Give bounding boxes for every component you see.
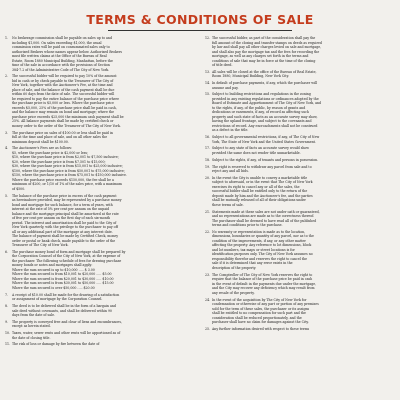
term-line: and shall also pay the mortgage tax and the fees for recording the (212, 49, 320, 54)
term-line: sale deed without covenants, and shall be delivered within 90 (12, 308, 112, 313)
term-line: affecting the property. Any reference to lot dimensions, block (212, 243, 312, 248)
term-text (12, 131, 188, 145)
term-line: Subject to all governmental restrictions, if any, of The City of New (212, 135, 320, 140)
term-paragraph (205, 298, 388, 325)
term-paragraph (205, 158, 388, 163)
term-line: all or any additional part of the mortgage at any interest date. (12, 229, 113, 234)
term-line: interest at the rate of 5% per cent per annum on the unpaid (12, 207, 110, 212)
term-line: or assignment of mortgage by the Corporation Counsel. (12, 297, 103, 302)
term-line: responsibility therefor and reserves the right to cancel the (212, 256, 308, 261)
term-number: 18. (205, 157, 211, 162)
term-text (212, 273, 388, 296)
term-number: 7. (5, 292, 9, 297)
term-text (212, 70, 388, 79)
term-line: Where the purchase price exceeds $150,000, the fee shall be a (12, 177, 114, 182)
term-line: The Auctioneer's Fees are as follows: (12, 146, 73, 151)
term-line: terms and conditions prior to the purchase. (212, 223, 283, 228)
term-number: 14. (205, 81, 211, 86)
term-line: as hereinabove provided, may be represented by a purchase money (12, 198, 122, 203)
term-number: 2. (5, 74, 9, 79)
term-line: bond and mortgage for such balance, for a term of years, with (12, 202, 113, 207)
term-line: restrictions of record. Any encroachments shall not be construed (212, 123, 318, 128)
term-line: authorized Brokers whose names appear below. Authorized Brokers (12, 49, 122, 54)
term-line: be required to pay the entire balance of the purchase price where (12, 96, 119, 101)
term-line: Where the sum secured is from $10,001 to $20,000 ..... $5.00 (12, 272, 112, 277)
term-number: 25. (205, 326, 211, 331)
term-number: 16. (205, 135, 211, 140)
term-line: of title deed. (212, 63, 233, 67)
term-paragraph (5, 36, 188, 72)
term-line: Taxes, water, sewer rents and other rents will be apportioned as of (12, 331, 121, 336)
term-number: 19. (205, 164, 211, 169)
term-line: In the event of the acquisition by The City of New York for (212, 297, 307, 302)
term-line: shall be mutually released of all of their obligations under (212, 198, 306, 203)
term-line: The property is conveyed free and clear of liens and encumbrances, (12, 319, 122, 324)
term-number: 5. (5, 193, 9, 198)
term-line: minimum deposit shall be $100.00. (12, 139, 69, 144)
term-line: within 60 days from the date of sale. The successful bidder will (12, 92, 115, 97)
term-line: $100, where the purchase price is from $50,001 to $75,000 inclusive; (12, 168, 125, 173)
term-line: sale if it is determined that any error exists in the (212, 261, 293, 266)
term-line: money order to the order of the Treasurer of The City of New York. (12, 123, 121, 128)
term-line: exceeds $5,000, 25% of the purchase price shall be paid in cash, (12, 105, 117, 110)
term-line: provided in any existing regulations or ordinances adopted by the (212, 96, 319, 101)
term-line: All sales will be closed at the office of the Bureau of Real Estate, (212, 69, 317, 74)
term-line: having the upland frontage, and subject to the covenants and (212, 119, 312, 124)
term-line: The Comptroller of The City of New York reserves the right to (212, 272, 313, 277)
term-line: Subject to any state of facts an accurate survey would show (212, 146, 310, 151)
term-line: must file written claims at the Office of the Bureau of Real (12, 54, 107, 58)
right-column (205, 36, 388, 334)
term-number: 21. (205, 209, 211, 214)
term-line: description of the property. (212, 265, 257, 270)
term-number: 13. (205, 69, 211, 74)
term-text (212, 165, 388, 174)
term-text (212, 158, 388, 163)
term-line: The successful bidder will be required to pay 10% of the amount (12, 74, 117, 79)
term-line: full amount of the closing and transfer stamps on deeds as required (212, 40, 322, 45)
term-line: commission rates will be paid on consummated sales only to (12, 45, 110, 49)
term-paragraph (5, 304, 188, 318)
term-line: any resale of the property. (212, 290, 255, 295)
term-line: Treasurer of The City of New York. (12, 243, 69, 248)
term-paragraph (5, 194, 188, 248)
term-number: 17. (205, 146, 211, 151)
term-line: Any further information desired with respect to these terms (212, 326, 310, 331)
term-paragraph (205, 36, 388, 68)
term-paragraph (205, 273, 388, 296)
term-line: full at the time and place of sale, and on all other sales the (12, 135, 108, 140)
term-line: No brokerage commission shall be payable on sales up to and (12, 36, 113, 40)
term-line: the purchaser. The following schedule of fees for drawing purchase (12, 258, 122, 263)
term-number: 20. (205, 175, 211, 180)
term-line: York, The State of New York and the United States Government. (212, 139, 316, 144)
term-number: 10. (5, 331, 11, 336)
term-line: The purchaser shall be deemed to have read all of the published (212, 218, 317, 223)
term-line: sold for the term of these sales, the purchaser or its assigns (212, 306, 310, 311)
term-number: 1. (5, 36, 9, 40)
term-line: $5, where the purchase price is $2,000 or less; (12, 150, 89, 155)
term-paragraph (5, 131, 188, 145)
term-number: 23. (205, 272, 211, 277)
term-text (12, 146, 188, 191)
term-line: purchase price exceeds $25,000 the minimum cash payment shall be (12, 114, 124, 119)
term-line: New York, together with the Auctioneer's Fee, at the time and (12, 83, 113, 88)
term-line: Where the sum secured is up to $10,000 ..... $ 3.00 (12, 267, 95, 272)
term-line: and the City may recover any deficiency which may result from (212, 286, 315, 291)
term-line: the Corporation Counsel of the City of New York, at the expense of (12, 254, 121, 259)
term-paragraph (205, 210, 388, 228)
term-number: 22. (205, 229, 211, 234)
term-line: as a defect in the title. (212, 128, 249, 133)
term-line: The deed is to be delivered shall be in the form of a bargain and (12, 304, 116, 309)
term-number: 8. (5, 304, 9, 309)
term-number: 24. (205, 297, 211, 302)
term-line: mortgage, as well as any charges set forth in the terms and (212, 54, 309, 58)
title-rule (108, 30, 292, 31)
term-line: 25%. All balance payments shall be made by certified check or (12, 119, 114, 124)
term-line: and lot numbers, tax maps or street locations is for (212, 247, 295, 252)
term-paragraph (205, 70, 388, 79)
term-line: identification purposes only. The City of New York assumes no (212, 252, 313, 257)
term-line: The risk of loss or damage by fire between the date of (12, 342, 100, 347)
term-line: Board of Estimate and Apportionment of The City of New York, and (212, 101, 322, 106)
term-line: require that the balance of the purchase price be paid in cash (212, 277, 313, 282)
term-line: New York quarterly, with the privilege to the purchaser to pay off (12, 225, 118, 230)
term-line: Subject to building restrictions and regulations in the zoning (212, 92, 311, 97)
term-line: the date of closing title. (12, 335, 51, 340)
term-line: The right is reserved to withdraw any parcel from sale and to (212, 164, 312, 169)
term-line: these terms of sale. (212, 202, 244, 207)
term-line: by law and shall pay all other charges levied on sale and mortgage, (212, 45, 322, 49)
term-line: consideration shall be reduced proportionately, and the (212, 315, 302, 320)
term-line: time of the sale in accordance with the provisions of Section (12, 63, 110, 67)
term-paragraph (205, 165, 388, 174)
term-text (12, 331, 188, 340)
term-paragraph (5, 331, 188, 340)
term-paragraph (205, 230, 388, 271)
term-text (12, 342, 188, 347)
term-text (12, 36, 188, 72)
term-line: deposit made by him and the Auctioneer's fee, and the parties (212, 193, 313, 198)
term-text (12, 194, 188, 248)
term-line: assume and pay. (212, 85, 239, 90)
term-line: of five per cent per annum on the first day of each six-month (12, 216, 111, 221)
term-text (12, 293, 188, 302)
term-line: including $1,000. On sales exceeding $1,000, the usual (12, 40, 102, 45)
term-line: Where the sum secured is over $50,000 ..... $20.00 (12, 285, 95, 290)
term-line: conditions of sale that may be in force at the time of the closing (212, 58, 316, 63)
term-line: days from the date of sale. (12, 313, 55, 318)
term-paragraph (205, 135, 388, 144)
term-line: The balance of the purchase price in excess of the cash payment (12, 193, 117, 198)
term-line: in the event of default in the payments due under the mortgage, (212, 281, 317, 286)
term-number: 9. (5, 319, 9, 324)
term-line: $10, where the purchase price is from $2,001 to $7,500 inclusive; (12, 155, 119, 160)
term-number: 15. (205, 92, 211, 97)
term-text (212, 36, 388, 68)
term-text (212, 81, 388, 90)
term-line: condition of the improvements, if any, or any other matter (212, 238, 306, 243)
term-line: to the rights, if any, of the public, by reason of grants and (212, 105, 306, 110)
term-line: The purchase money bond of form and mortgage shall be prepared by (12, 249, 126, 254)
term-text (212, 135, 388, 144)
term-text (12, 320, 188, 329)
term-line: dedications or easements, if any, of record as affecting such (212, 110, 309, 115)
term-line: successful bidder shall be entitled only to the return of the (212, 189, 308, 194)
term-text (212, 176, 388, 208)
term-line: the purchase price is $5,000 or less. Where the purchase price (12, 101, 114, 106)
term-number: 11. (5, 342, 11, 347)
term-line: $150, where the purchase price is from $75,001 to $150,000 inclusive. (12, 173, 127, 178)
term-line: Estate, Room 1880 Municipal Building, Manhattan, before the (12, 58, 113, 63)
term-line: No warranty or representation is made as to the location, (212, 229, 306, 234)
term-text (12, 74, 188, 128)
term-line: order or postal or bank check, made payable to the order of the (12, 238, 116, 243)
term-line: Where the sum secured is from $30,001 to $50,000 ..... $15.00 (12, 281, 114, 286)
term-text (12, 250, 188, 291)
term-paragraph (5, 146, 188, 191)
term-line: The balance of payment shall be made by Certified Check, money (12, 234, 119, 239)
term-line: $20, where the purchase price is from $7,501 to $15,000; (12, 159, 106, 164)
term-text (212, 92, 388, 133)
term-line: condemnation or otherwise of any part or portion of any premises (212, 302, 319, 307)
term-paragraph (205, 92, 388, 133)
term-line: 384-7.2 of the Administrative Code of The City of New York. (12, 67, 110, 72)
term-text (212, 146, 388, 155)
term-line: of $500. (12, 186, 26, 191)
term-line: In the event the City is unable to convey a marketable title (212, 175, 308, 180)
term-paragraph (5, 74, 188, 128)
term-paragraph (205, 327, 388, 332)
term-line: Room 1880, Municipal Building, New York City. (212, 74, 289, 79)
term-paragraph (205, 81, 388, 90)
term-line: provided the same does not render title unmarketable. (212, 150, 301, 155)
term-line: A receipt of $10.00 shall be made for the drawing of a satisfaction (12, 292, 120, 297)
term-line: minimum of $200, or 1/10 of 1% of the sales price, with a maximum (12, 182, 122, 187)
term-line: money bonds or notes and mortgages shall apply: (12, 263, 93, 268)
term-line: place of sale, and the balance of the cash payment shall be due (12, 87, 115, 92)
term-number: 12. (205, 36, 211, 40)
term-text (212, 298, 388, 325)
term-paragraph (5, 293, 188, 302)
term-text (212, 230, 388, 271)
term-line: $30, where the purchase price is from $15,001 to $25,000 inclusive; (12, 164, 123, 169)
term-line: property and such state of facts as an accurate survey may show, (212, 114, 318, 119)
term-line: and no representations are made as to the correctness thereof. (212, 214, 315, 219)
term-number: 3. (5, 130, 9, 135)
term-line: purchaser shall have no claim for damages against the City. (212, 320, 309, 325)
term-text (212, 210, 388, 228)
term-line: shall be entitled to no compensation for such part and the (212, 311, 306, 316)
term-paragraph (5, 250, 188, 291)
term-line: reject any and all bids. (212, 169, 249, 174)
term-paragraph (5, 342, 188, 347)
term-text (12, 304, 188, 318)
term-paragraph (205, 176, 388, 208)
term-line: subject to aforesaid, or in the event that The City of New York (212, 180, 313, 185)
term-line: except as herein stated. (12, 324, 51, 329)
term-line: period. The interest and amortization shall be paid to the City of (12, 220, 117, 225)
term-line: Statements made at these sales are not under oath or guaranteed, (212, 209, 320, 214)
term-number: 4. (5, 146, 9, 151)
term-line: exercises its right to cancel any or all of the sales, the (212, 184, 300, 189)
term-line: Where the sum secured is from $20,001 to $30,000 ..... $10.00 (12, 276, 114, 281)
page-title: TERMS & CONDITIONS OF SALE (86, 12, 314, 27)
term-line: In default of purchase payments, if any, which the purchaser will (212, 81, 318, 86)
term-paragraph (5, 320, 188, 329)
term-line: balance and the mortgage principal shall be amortized at the rate (12, 211, 119, 216)
term-line: dimensions, boundaries or quantity of any parcel, nor as to the (212, 234, 314, 239)
left-column (5, 36, 188, 349)
term-number: 6. (5, 249, 9, 254)
term-line: The successful bidder, as part of the consideration shall pay the (212, 36, 316, 40)
term-line: bid in cash or by check payable to the Treasurer of The City of (12, 78, 114, 83)
term-paragraph (205, 146, 388, 155)
term-line: Subject to the rights, if any, of tenants and persons in possession. (212, 157, 319, 162)
term-line: and the balance may remain on bond and mortgage; where the (12, 110, 115, 115)
term-text (212, 327, 388, 332)
term-line: The purchase price on sales of $100.00 or less shall be paid in (12, 130, 113, 135)
